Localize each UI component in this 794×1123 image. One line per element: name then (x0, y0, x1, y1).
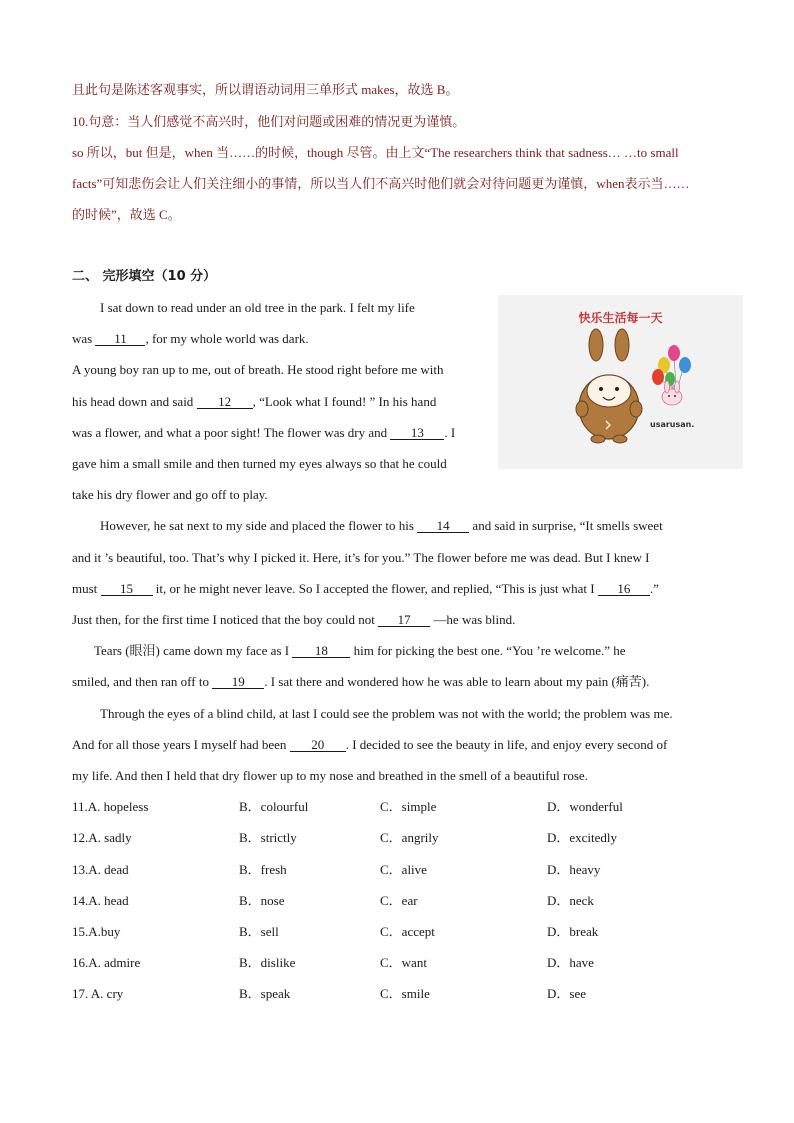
option-d[interactable]: D．break (547, 924, 599, 939)
passage-line: must 15 it, or he might never leave. So I accepted the flower, and replied, “This is just what I 16 .” (72, 581, 659, 596)
passage-line: However, he sat next to my side and placed the flower to his 14 and said in surprise, “It smells sweet (100, 518, 663, 533)
passage-line: my life. And then I held that dry flower up to my nose and breathed in the smell of a beautiful rose. (72, 768, 588, 783)
explanation-line-5: 的时候”，故选 C。 (72, 207, 181, 222)
option-a[interactable]: 15.A.buy (72, 924, 121, 939)
passage-line: was 11 , for my whole world was dark. (72, 331, 309, 346)
option-c[interactable]: C．want (380, 955, 427, 970)
option-a[interactable]: 16.A. admire (72, 955, 141, 970)
passage-line: And for all those years I myself had been 20 . I decided to see the beauty in life, and enjoy every second of (72, 737, 668, 752)
option-d[interactable]: D．wonderful (547, 799, 623, 814)
option-d[interactable]: D．see (547, 986, 586, 1001)
option-d[interactable]: D．have (547, 955, 594, 970)
passage-line: and it ’s beautiful, too. That’s why I picked it. Here, it’s for you.” The flower before me was dead. But I knew I (72, 550, 650, 565)
option-c[interactable]: C．smile (380, 986, 430, 1001)
passage-line: smiled, and then ran off to 19 . I sat there and wondered how he was able to learn about my pain (痛苦). (72, 674, 650, 689)
blank-11[interactable]: 11 (95, 332, 145, 346)
options-row-13 (72, 862, 722, 878)
option-b[interactable]: B．speak (239, 986, 291, 1001)
illustration-caption: 快乐生活每一天 (578, 311, 663, 325)
options-row-15 (72, 924, 722, 940)
blank-13[interactable]: 13 (390, 426, 444, 440)
option-a[interactable]: 13.A. dead (72, 862, 129, 877)
option-c[interactable]: C．accept (380, 924, 435, 939)
explanation-line-2: 10.句意：当人们感觉不高兴时，他们对问题或困难的情况更为谨慎。 (72, 114, 466, 129)
passage-line: was a flower, and what a poor sight! The flower was dry and 13 . I (72, 425, 456, 440)
options-row-12 (72, 830, 722, 846)
option-a[interactable]: 17. A. cry (72, 986, 124, 1001)
option-b[interactable]: B．fresh (239, 862, 287, 877)
option-d[interactable]: D．heavy (547, 862, 601, 877)
passage-line: I sat down to read under an old tree in the park. I felt my life (100, 300, 415, 315)
passage-line: A young boy ran up to me, out of breath. He stood right before me with (72, 362, 444, 377)
options-row-16 (72, 955, 722, 971)
option-c[interactable]: C．ear (380, 893, 418, 908)
blank-14[interactable]: 14 (417, 519, 469, 533)
explanation-line-4: facts”可知悲伤会让人们关注细小的事情，所以当人们不高兴时他们就会对待问题更为谨慎，when表示当…… (72, 176, 690, 191)
blank-19[interactable]: 19 (212, 675, 264, 689)
option-b[interactable]: B．colourful (239, 799, 309, 814)
blank-16[interactable]: 16 (598, 582, 650, 596)
options-row-17 (72, 986, 722, 1002)
explanation-line-1: 且此句是陈述客观事实，所以谓语动词用三单形式 makes，故选 B。 (72, 82, 459, 97)
option-b[interactable]: B．nose (239, 893, 285, 908)
blank-15[interactable]: 15 (101, 582, 153, 596)
passage-line: gave him a small smile and then turned my eyes always so that he could (72, 456, 447, 471)
illustration-brand: usarusan. (650, 420, 695, 429)
section-title: 二、 完形填空（10 分） (72, 269, 217, 284)
explanation-line-3: so 所以，but 但是，when 当……的时候，though 尽管。由上文“The researchers think that sadness… …to small (72, 145, 679, 160)
bunny-balloons-icon (498, 295, 743, 469)
blank-18[interactable]: 18 (292, 644, 350, 658)
option-c[interactable]: C．angrily (380, 830, 439, 845)
options-row-14 (72, 893, 722, 909)
option-d[interactable]: D．excitedly (547, 830, 618, 845)
option-b[interactable]: B．sell (239, 924, 279, 939)
passage-line: Just then, for the first time I noticed that the boy could not 17 —he was blind. (72, 612, 516, 627)
option-c[interactable]: C．alive (380, 862, 427, 877)
option-d[interactable]: D．neck (547, 893, 594, 908)
option-c[interactable]: C．simple (380, 799, 437, 814)
option-b[interactable]: B．dislike (239, 955, 296, 970)
passage-line: take his dry flower and go off to play. (72, 487, 268, 502)
options-row-11 (72, 799, 722, 815)
option-a[interactable]: 12.A. sadly (72, 830, 132, 845)
passage-line: his head down and said 12 , “Look what I found! ” In his hand (72, 394, 437, 409)
passage-line: Tears (眼泪) came down my face as I 18 him for picking the best one. “You ’re welcome.” he (94, 643, 626, 658)
illustration (498, 295, 743, 469)
blank-17[interactable]: 17 (378, 613, 430, 627)
passage-line: Through the eyes of a blind child, at last I could see the problem was not with the world; the problem was me. (100, 706, 673, 721)
blank-20[interactable]: 20 (290, 738, 346, 752)
blank-12[interactable]: 12 (197, 395, 253, 409)
option-b[interactable]: B．strictly (239, 830, 297, 845)
option-a[interactable]: 11.A. hopeless (72, 799, 149, 814)
option-a[interactable]: 14.A. head (72, 893, 129, 908)
